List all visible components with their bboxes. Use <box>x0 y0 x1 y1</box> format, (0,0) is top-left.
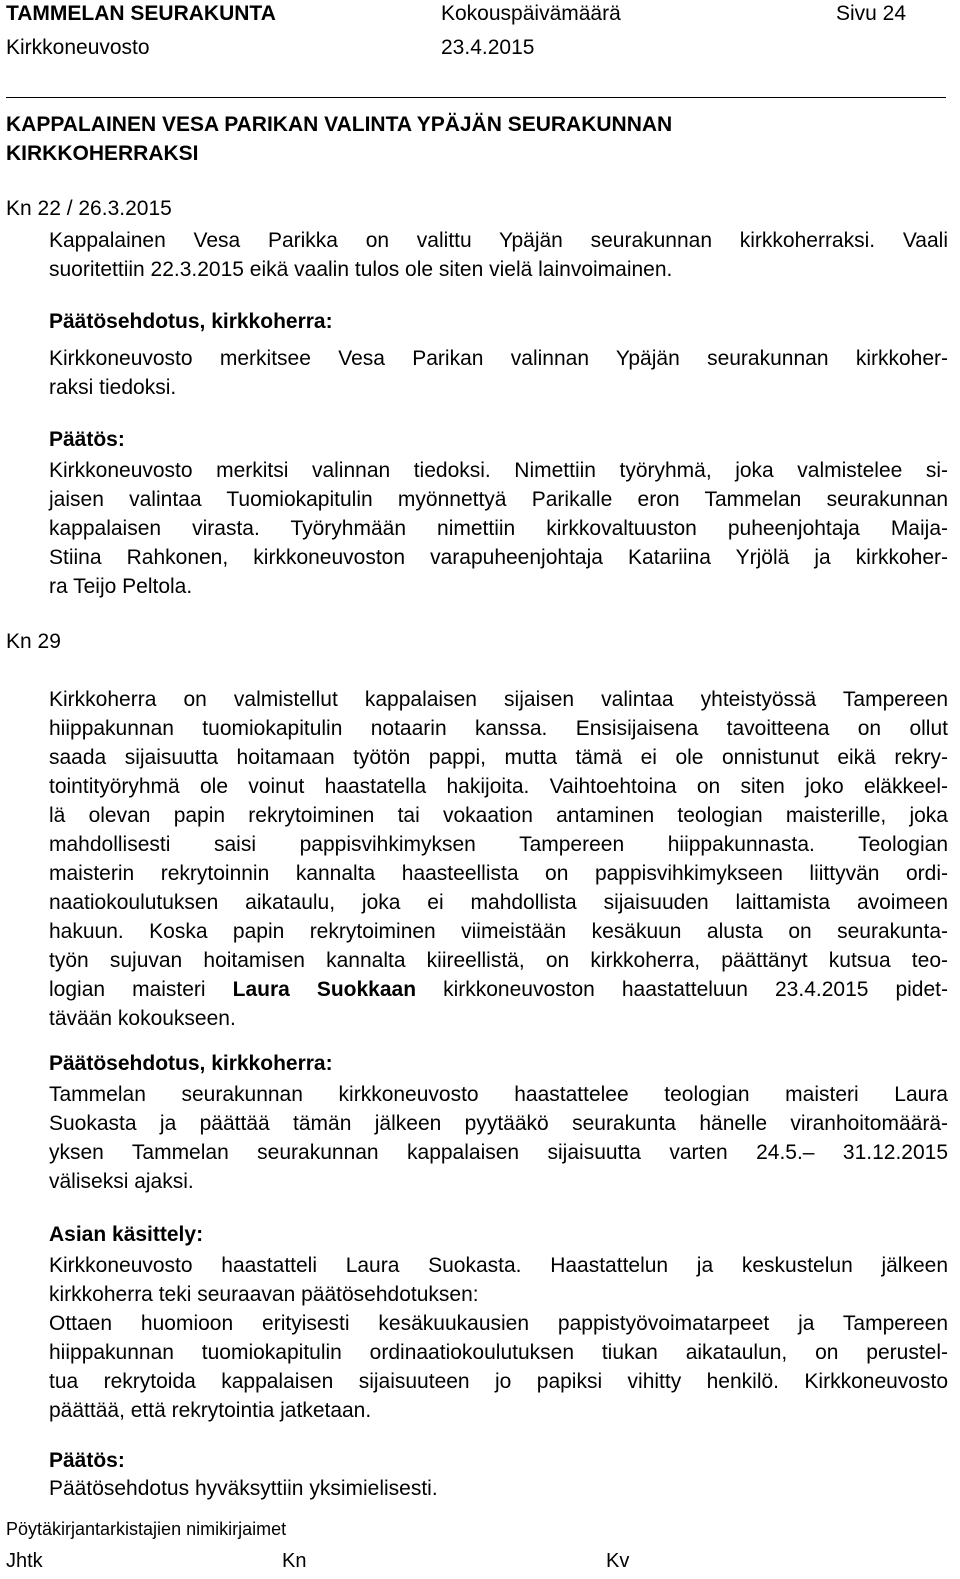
text-line: Tammelan seurakunnan kirkkoneuvosto haastattelee teologian maisteri Laura <box>49 1083 948 1106</box>
footer-label: Pöytäkirjantarkistajien nimikirjaimet <box>6 1519 287 1539</box>
text-run: logian maisteri <box>49 978 233 1001</box>
header-rule <box>6 97 946 98</box>
text-line: lä olevan papin rekrytoiminen tai vokaation antaminen teologian maisterille, joka <box>49 804 948 827</box>
proposal-heading: Päätösehdotus, kirkkoherra: <box>49 310 333 333</box>
text-line: työn sujuvan hoitamisen kannalta kiireellistä, on kirkkoherra, päättänyt kutsua teo- <box>49 949 948 972</box>
text-line: suoritettiin 22.3.2015 eikä vaalin tulos ole siten vielä lainvoimainen. <box>49 258 673 281</box>
text-line: hiippakunnan tuomiokapitulin ordinaatiokoulutuksen tiukan aikataulun, on perustel- <box>49 1341 948 1364</box>
background-paragraph <box>49 685 948 1033</box>
intro-paragraph <box>49 226 948 284</box>
agenda-title <box>6 110 672 168</box>
text-line: Ottaen huomioon erityisesti kesäkuukausien pappistyövoimatarpeet ja Tampereen <box>49 1312 948 1335</box>
text-line: Suokasta ja päättää tämän jälkeen pyytääkö seurakunta hänelle viranhoitomäärä- <box>49 1112 948 1135</box>
text-line: yksen Tammelan seurakunnan kappalaisen sijaisuutta varten 24.5.– 31.12.2015 <box>49 1141 948 1164</box>
initials-jhtk: Jhtk <box>6 1550 43 1572</box>
proposal-paragraph <box>49 1080 948 1196</box>
text-line: kirkkoherra teki seuraavan päätösehdotuksen: <box>49 1283 479 1306</box>
candidate-name: Laura Suokkaan <box>232 978 417 1001</box>
decision-text: Päätösehdotus hyväksyttiin yksimielisesti. <box>49 1477 438 1500</box>
decision-heading: Päätös: <box>49 1449 125 1472</box>
text-line <box>49 975 948 1004</box>
text-line: tointityöryhmä ole voinut haastatella hakijoita. Vaihtoehtoina on siten joko eläkkeel- <box>49 775 948 798</box>
decision-paragraph <box>49 456 948 601</box>
text-run: kirkkoneuvoston haastatteluun 23.4.2015 pidet- <box>416 978 948 1001</box>
title-line: KAPPALAINEN VESA PARIKAN VALINTA YPÄJÄN SEURAKUNNAN <box>6 113 673 136</box>
initials-kn: Kn <box>282 1550 307 1572</box>
parish-name: TAMMELAN SEURAKUNTA <box>6 2 276 25</box>
text-line: Kirkkoherra on valmistellut kappalaisen sijaisen valintaa yhteistyössä Tampereen <box>49 688 948 711</box>
text-line: kappalaisen virasta. Työryhmään nimettiin kirkkovaltuuston puheenjohtaja Maija- <box>49 517 948 540</box>
proposal-paragraph <box>49 344 948 402</box>
page-number: Sivu 24 <box>836 2 907 25</box>
text-line: hakuun. Koska papin rekrytoiminen viimeistään kesäkuun alusta on seurakunta- <box>49 920 948 943</box>
initials-kv: Kv <box>606 1550 630 1572</box>
section-ref: Kn 22 / 26.3.2015 <box>6 197 172 220</box>
text-line: Kirkkoneuvosto merkitsee Vesa Parikan valinnan Ypäjän seurakunnan kirkkoher- <box>49 347 948 370</box>
text-line: mahdollisesti saisi pappisvihkimyksen Tampereen hiippakunnasta. Teologian <box>49 833 948 856</box>
text-line: Stiina Rahkonen, kirkkoneuvoston varapuheenjohtaja Katariina Yrjölä ja kirkkoher- <box>49 546 948 569</box>
text-line: Kirkkoneuvosto merkitsi valinnan tiedoksi. Nimettiin työryhmä, joka valmistelee si- <box>49 459 948 482</box>
text-line: Kirkkoneuvosto haastatteli Laura Suokasta. Haastattelun ja keskustelun jälkeen <box>49 1254 948 1277</box>
text-line: naatiokoulutuksen aikataulu, joka ei mahdollista sijaisuuden laittamista avoimeen <box>49 891 948 914</box>
proposal-heading: Päätösehdotus, kirkkoherra: <box>49 1052 333 1075</box>
text-line: ra Teijo Peltola. <box>49 575 193 598</box>
meeting-body: Kirkkoneuvosto <box>6 36 150 59</box>
section-ref: Kn 29 <box>6 630 61 653</box>
meeting-date: 23.4.2015 <box>441 36 535 59</box>
handling-heading: Asian käsittely: <box>49 1223 204 1246</box>
text-line: jaisen valintaa Tuomiokapitulin myönnettyä Parikalle eron Tammelan seurakunnan <box>49 488 948 511</box>
text-line: tua rekrytoida kappalaisen sijaisuuteen jo papiksi vihitty henkilö. Kirkkoneuvosto <box>49 1370 948 1393</box>
text-line: raksi tiedoksi. <box>49 376 177 399</box>
text-line: väliseksi ajaksi. <box>49 1170 194 1193</box>
text-line: hiippakunnan tuomiokapitulin notaarin kanssa. Ensisijaisena tavoitteena on ollut <box>49 717 948 740</box>
doc-type: Kokouspäivämäärä <box>441 2 621 25</box>
text-line: maisterin rekrytoinnin kannalta haasteellista on pappisvihkimykseen liittyvän ordi- <box>49 862 948 885</box>
text-line: Kappalainen Vesa Parikka on valittu Ypäjän seurakunnan kirkkoherraksi. Vaali <box>49 229 948 252</box>
handling-paragraph <box>49 1251 948 1425</box>
text-line: saada sijaisuutta hoitamaan työtön pappi, mutta tämä ei ole onnistunut eikä rekry- <box>49 746 948 769</box>
text-line: tävään kokoukseen. <box>49 1007 236 1030</box>
text-line: päättää, että rekrytointia jatketaan. <box>49 1399 372 1422</box>
title-line: KIRKKOHERRAKSI <box>6 142 199 165</box>
decision-heading: Päätös: <box>49 428 125 451</box>
